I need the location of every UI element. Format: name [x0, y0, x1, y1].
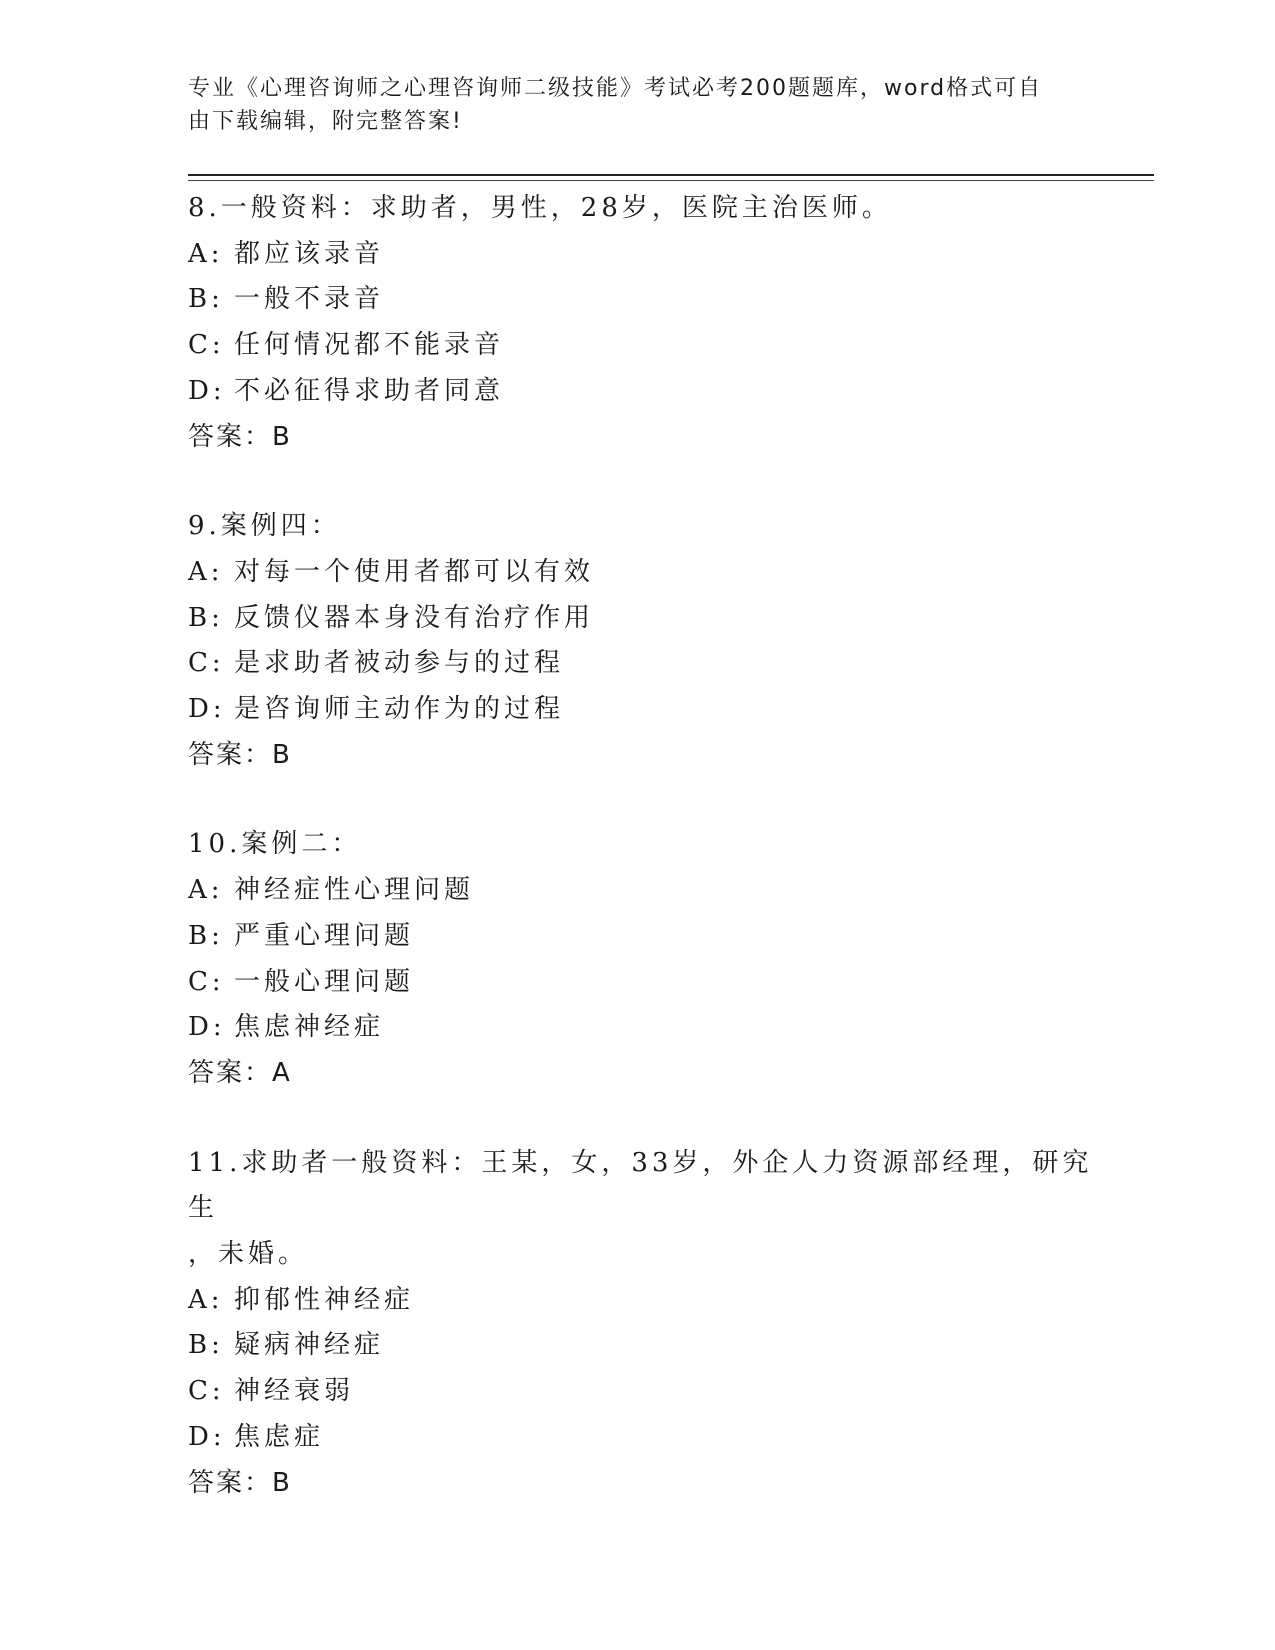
option-key: A: — [188, 875, 224, 906]
option-key: A: — [188, 238, 224, 269]
document-header — [188, 72, 1088, 138]
header-divider-thin — [188, 180, 1154, 181]
option-key: C: — [188, 966, 225, 997]
option-text: 对每一个使用者都可以有效 — [234, 556, 595, 587]
answer-line: 答案：B — [188, 1467, 292, 1498]
option-c — [188, 641, 1108, 687]
option-b — [188, 1323, 1108, 1369]
option-text: 不必征得求助者同意 — [234, 375, 505, 406]
option-text: 疑病神经症 — [234, 1330, 385, 1361]
question-stem: 10.案例二： — [188, 829, 362, 860]
option-key: D: — [188, 1421, 226, 1452]
header-divider-thick — [188, 174, 1154, 176]
option-text: 一般不录音 — [234, 284, 385, 315]
answer-line: 答案：B — [188, 739, 292, 770]
question-item — [188, 822, 1108, 1096]
question-item — [188, 186, 1108, 460]
option-b — [188, 914, 1108, 960]
option-key: B: — [188, 1330, 224, 1361]
option-d — [188, 1415, 1108, 1461]
question-stem: 9.案例四： — [188, 511, 341, 542]
option-a — [188, 868, 1108, 914]
option-text: 是咨询师主动作为的过程 — [234, 694, 565, 725]
option-key: B: — [188, 602, 224, 633]
question-stem: 11.求助者一般资料：王某，女，33岁，外企人力资源部经理，研究生 ，未婚。 — [188, 1147, 1093, 1270]
option-c — [188, 960, 1108, 1006]
answer-line: 答案：A — [188, 1057, 292, 1088]
option-key: D: — [188, 694, 226, 725]
option-text: 抑郁性神经症 — [234, 1284, 415, 1315]
option-text: 一般心理问题 — [234, 966, 415, 997]
option-text: 都应该录音 — [234, 238, 385, 269]
option-key: C: — [188, 330, 225, 361]
option-key: C: — [188, 1376, 225, 1407]
option-b — [188, 596, 1108, 642]
option-key: B: — [188, 920, 224, 951]
question-stem: 8.一般资料：求助者，男性，28岁，医院主治医师。 — [188, 193, 892, 223]
question-item — [188, 504, 1108, 778]
option-b — [188, 277, 1108, 323]
option-text: 神经衰弱 — [234, 1376, 355, 1407]
option-key: B: — [188, 284, 224, 315]
option-c — [188, 1369, 1108, 1415]
option-key: A: — [188, 556, 224, 587]
option-text: 焦虑神经症 — [234, 1012, 385, 1043]
option-d — [188, 687, 1108, 733]
question-item — [188, 1141, 1108, 1507]
option-key: D: — [188, 1012, 226, 1043]
option-text: 任何情况都不能录音 — [234, 330, 505, 361]
option-text: 神经症性心理问题 — [234, 875, 475, 906]
question-list — [188, 186, 1108, 1550]
header-line-2: 由下载编辑，附完整答案! — [188, 109, 463, 134]
option-a — [188, 1278, 1108, 1324]
header-line-1: 专业《心理咨询师之心理咨询师二级技能》考试必考200题题库，word格式可自 — [188, 76, 1043, 101]
option-a — [188, 550, 1108, 596]
option-text: 焦虑症 — [234, 1421, 325, 1452]
option-key: C: — [188, 648, 225, 679]
option-d — [188, 1005, 1108, 1051]
option-a — [188, 232, 1108, 278]
option-d — [188, 369, 1108, 415]
option-text: 是求助者被动参与的过程 — [234, 648, 565, 679]
answer-line: 答案：B — [188, 421, 292, 452]
option-key: A: — [188, 1284, 224, 1315]
option-key: D: — [188, 375, 226, 406]
option-text: 反馈仪器本身没有治疗作用 — [234, 602, 595, 633]
option-c — [188, 323, 1108, 369]
option-text: 严重心理问题 — [234, 920, 415, 951]
